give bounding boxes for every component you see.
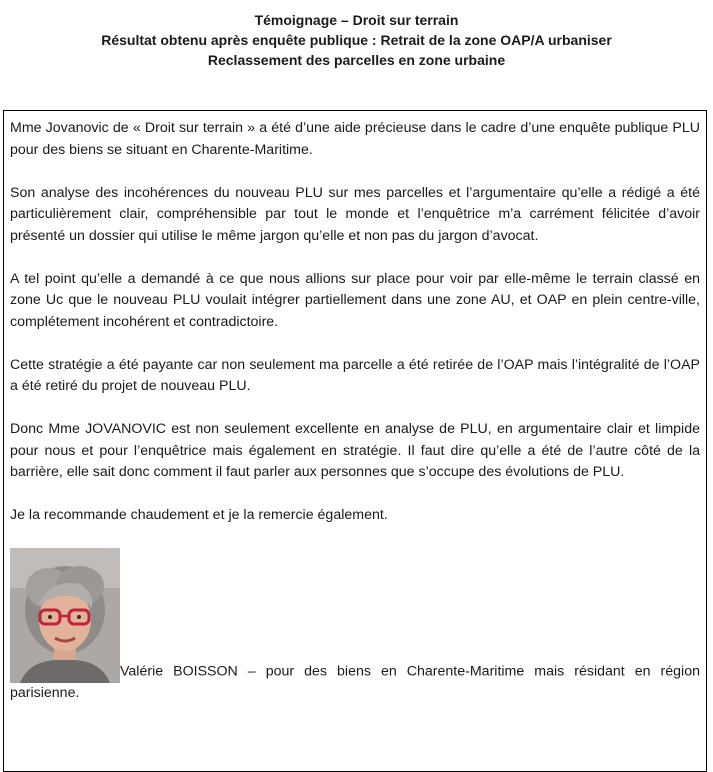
testimonial-box	[3, 110, 707, 772]
header-reclassification: Reclassement des parcelles en zone urbaine	[207, 52, 506, 68]
author-signature: Valérie BOISSON – pour des biens en Charente-Maritime mais résidant en région parisienne.	[10, 663, 700, 701]
testimonial-paragraph-1: Mme Jovanovic de « Droit sur terrain » a été d’une aide précieuse dans le cadre d’une enquête publique PLU pour des biens se situant en Charente-Maritime.	[10, 120, 700, 158]
document-header	[0, 10, 713, 70]
testimonial-paragraph-3: A tel point qu’elle a demandé à ce que nous allions sur place pour voir par elle-même le terrain classé en zone Uc que le nouveau PLU voulait intégrer partiellement dans une zone AU, et OAP en plein centre-ville, complétement incohérent et contradictoire.	[10, 270, 700, 330]
signature-block	[10, 548, 700, 705]
testimonial-paragraph-2: Son analyse des incohérences du nouveau PLU sur mes parcelles et l’argumentaire qu’elle a rédigé a été particulièrement clair, compréhensible par tout le monde et l’enquêtrice m’a carrément félicitée d’avoir présenté un dossier qui utilise le même jargon qu’elle et non pas du jargon d’avocat.	[10, 184, 700, 244]
testimonial-paragraph-5: Donc Mme JOVANOVIC est non seulement excellente en analyse de PLU, en argumentaire clair et limpide pour nous et pour l’enquêtrice mais également en stratégie. Il faut dire qu’elle a été de l’autre côté de la barrière, elle sait donc comment il faut parler aux personnes que s’occupe des évolutions de PLU.	[10, 421, 700, 480]
header-title: Témoignage – Droit sur terrain	[254, 12, 459, 28]
author-photo	[10, 548, 120, 683]
testimonial-paragraph-6: Je la recommande chaudement et je la remercie également.	[10, 507, 388, 523]
portrait-illustration	[10, 548, 120, 683]
testimonial-paragraph-4: Cette stratégie a été payante car non seulement ma parcelle a été retirée de l’OAP mais l’intégralité de l’OAP a été retiré du projet de nouveau PLU.	[10, 356, 700, 394]
header-result: Résultat obtenu après enquête publique : Retrait de la zone OAP/A urbaniser	[101, 32, 612, 48]
